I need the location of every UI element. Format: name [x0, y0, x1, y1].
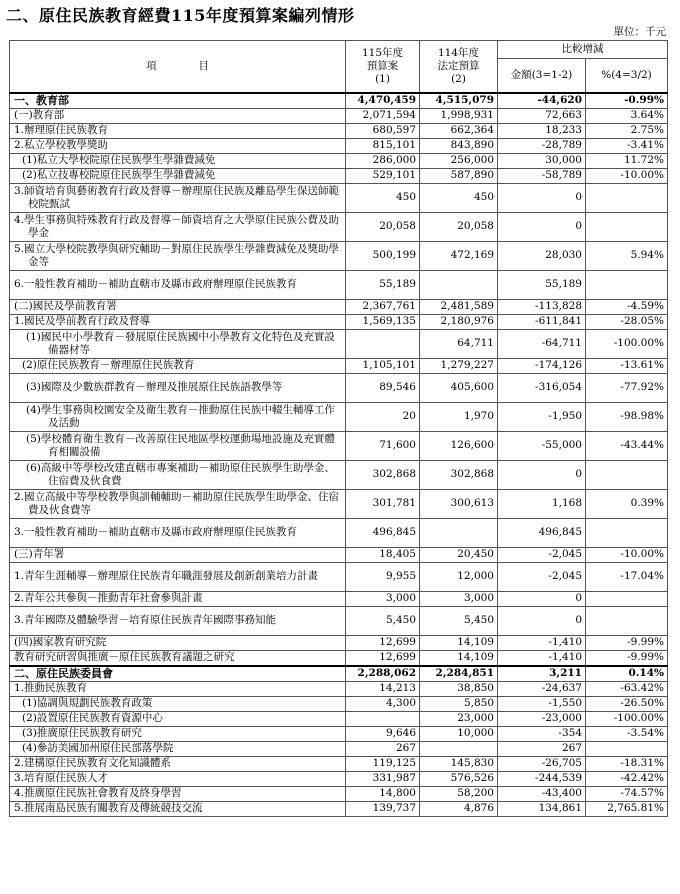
row-item	[10, 108, 346, 123]
row-item-label: (1)私立大學校院原住民族學生學雜費減免	[22, 154, 216, 166]
row-diff-amount: -23,000	[498, 711, 586, 726]
row-value-115: 4,300	[346, 696, 420, 711]
row-diff-percent: -10.00%	[586, 547, 668, 562]
row-diff-percent: -43.44%	[586, 431, 668, 460]
header-item: 項 目	[10, 41, 346, 93]
row-value-114: 23,000	[420, 711, 498, 726]
row-diff-percent: 3.64%	[586, 108, 668, 123]
row-diff-amount: -58,789	[498, 168, 586, 183]
row-value-114: 472,169	[420, 241, 498, 270]
table-row	[10, 153, 668, 168]
row-diff-percent	[586, 212, 668, 241]
table-row	[10, 696, 668, 711]
row-item-label: (1)協調與規劃民族教育政策	[22, 697, 153, 709]
row-value-114: 14,109	[420, 650, 498, 666]
table-row	[10, 726, 668, 741]
row-item-label: 3.師資培育與藝術教育行政及督導－辦理原住民族及離島學生保送師範校院甄試	[14, 184, 340, 210]
row-value-115: 20,058	[346, 212, 420, 241]
header-amount: 金額(3=1-2)	[498, 59, 586, 93]
table-row	[10, 547, 668, 562]
row-item-label: 2.私立學校教學獎助	[14, 139, 109, 151]
row-item-label: 3.青年國際及體驗學習－培育原住民族青年國際事務知能	[14, 614, 277, 626]
table-row	[10, 168, 668, 183]
row-diff-percent: 2.75%	[586, 123, 668, 138]
row-diff-amount: -1,410	[498, 635, 586, 650]
row-diff-amount: -28,789	[498, 138, 586, 153]
row-item-label: 5.國立大學校院教學與研究輔助－對原住民族學生學雜費減免及獎助學金等	[14, 242, 340, 268]
row-value-114: 2,180,976	[420, 314, 498, 329]
row-value-114: 12,000	[420, 562, 498, 591]
table-body	[10, 93, 668, 817]
row-item	[10, 358, 346, 373]
table-row	[10, 270, 668, 299]
row-item-label: 6.一般性教育補助－補助直轄市及縣市政府辦理原住民族教育	[14, 278, 298, 290]
row-item	[10, 212, 346, 241]
row-item-label: (3)推廣原住民族教育研究	[22, 727, 142, 739]
row-diff-amount: 267	[498, 741, 586, 756]
row-item	[10, 666, 346, 682]
row-value-115: 119,125	[346, 756, 420, 771]
row-diff-percent	[586, 460, 668, 489]
table-row	[10, 518, 668, 547]
row-diff-percent: -10.00%	[586, 168, 668, 183]
row-value-114: 2,284,851	[420, 666, 498, 682]
row-diff-percent: -28.05%	[586, 314, 668, 329]
row-item-label: 一、教育部	[14, 94, 69, 107]
table-row	[10, 771, 668, 786]
row-diff-amount: -55,000	[498, 431, 586, 460]
row-diff-amount: 0	[498, 212, 586, 241]
row-value-114: 5,450	[420, 606, 498, 635]
table-row	[10, 741, 668, 756]
row-diff-amount: 496,845	[498, 518, 586, 547]
row-value-114: 587,890	[420, 168, 498, 183]
header-compare: 比較增減	[498, 41, 668, 59]
row-item	[10, 741, 346, 756]
table-row	[10, 786, 668, 801]
row-value-114: 145,830	[420, 756, 498, 771]
row-value-115: 267	[346, 741, 420, 756]
row-diff-amount: -44,620	[498, 93, 586, 109]
row-value-115: 2,367,761	[346, 299, 420, 314]
row-diff-percent	[586, 183, 668, 212]
row-value-115: 3,000	[346, 591, 420, 606]
row-item-label: 1.國民及學前教育行政及督導	[14, 315, 151, 327]
row-value-114: 4,515,079	[420, 93, 498, 109]
row-value-114: 302,868	[420, 460, 498, 489]
row-diff-percent	[586, 606, 668, 635]
row-value-114: 10,000	[420, 726, 498, 741]
row-value-114: 64,711	[420, 329, 498, 358]
row-diff-amount: -2,045	[498, 547, 586, 562]
row-value-114: 843,890	[420, 138, 498, 153]
row-diff-percent: -4.59%	[586, 299, 668, 314]
row-item	[10, 402, 346, 431]
row-item-label: (一)教育部	[14, 109, 65, 121]
row-diff-percent: -17.04%	[586, 562, 668, 591]
row-value-114: 662,364	[420, 123, 498, 138]
row-value-115: 71,600	[346, 431, 420, 460]
row-value-114	[420, 518, 498, 547]
row-item	[10, 681, 346, 696]
row-diff-percent: -18.31%	[586, 756, 668, 771]
row-diff-amount: -611,841	[498, 314, 586, 329]
row-diff-amount: -174,126	[498, 358, 586, 373]
row-value-115: 496,845	[346, 518, 420, 547]
row-item-label: 5.推展南島民族有關教育及傳統競技交流	[14, 802, 203, 814]
row-diff-amount: -113,828	[498, 299, 586, 314]
row-item-label: 二、原住民族委員會	[14, 667, 113, 680]
row-item-label: (4)參訪美國加州原住民部落學院	[22, 742, 174, 754]
row-diff-percent: -3.54%	[586, 726, 668, 741]
row-item-label: 1.辦理原住民族教育	[14, 124, 109, 136]
row-diff-amount: -2,045	[498, 562, 586, 591]
row-item	[10, 801, 346, 816]
table-row	[10, 299, 668, 314]
row-value-115: 55,189	[346, 270, 420, 299]
row-value-115: 14,800	[346, 786, 420, 801]
row-item	[10, 329, 346, 358]
row-diff-percent: -74.57%	[586, 786, 668, 801]
table-row	[10, 241, 668, 270]
row-value-114: 3,000	[420, 591, 498, 606]
row-value-114: 20,058	[420, 212, 498, 241]
row-diff-amount: 72,663	[498, 108, 586, 123]
table-row	[10, 373, 668, 402]
row-diff-amount: -43,400	[498, 786, 586, 801]
row-item-label: 4.學生事務與特殊教育行政及督導－師資培育之大學原住民族公費及助學金	[14, 213, 340, 239]
row-diff-percent: -77.92%	[586, 373, 668, 402]
row-item-label: 2.國立高級中等學校教學與訓輔輔助－補助原住民族學生助學金、住宿費及伙食費等	[14, 490, 340, 516]
row-value-115: 18,405	[346, 547, 420, 562]
row-diff-amount: -1,410	[498, 650, 586, 666]
unit-label: 單位：千元	[613, 26, 666, 38]
row-diff-amount: -244,539	[498, 771, 586, 786]
row-item-label: 3.一般性教育補助－補助直轄市及縣市政府辦理原住民族教育	[14, 526, 298, 538]
row-diff-percent: -3.41%	[586, 138, 668, 153]
row-value-114: 300,613	[420, 489, 498, 518]
row-item	[10, 726, 346, 741]
row-diff-amount: -354	[498, 726, 586, 741]
row-item	[10, 756, 346, 771]
row-value-115: 529,101	[346, 168, 420, 183]
row-diff-percent	[586, 591, 668, 606]
header-percent: %(4=3/2)	[586, 59, 668, 93]
row-value-115: 12,699	[346, 635, 420, 650]
row-diff-percent: 0.14%	[586, 666, 668, 682]
row-diff-amount: -26,705	[498, 756, 586, 771]
row-item	[10, 606, 346, 635]
table-row	[10, 138, 668, 153]
row-diff-percent: -100.00%	[586, 711, 668, 726]
table-row	[10, 402, 668, 431]
row-diff-percent: -63.42%	[586, 681, 668, 696]
row-diff-amount: -1,950	[498, 402, 586, 431]
row-diff-percent: -9.99%	[586, 635, 668, 650]
row-value-114: 1,998,931	[420, 108, 498, 123]
row-diff-percent: -100.00%	[586, 329, 668, 358]
row-value-115: 1,105,101	[346, 358, 420, 373]
row-item	[10, 153, 346, 168]
table-row	[10, 431, 668, 460]
row-diff-amount: 3,211	[498, 666, 586, 682]
table-row	[10, 358, 668, 373]
row-item	[10, 650, 346, 666]
row-value-115: 12,699	[346, 650, 420, 666]
row-diff-percent: -42.42%	[586, 771, 668, 786]
row-item-label: 1.青年生涯輔導－辦理原住民族青年職涯發展及創新創業培力計畫	[14, 570, 319, 582]
row-value-115: 139,737	[346, 801, 420, 816]
row-diff-percent	[586, 270, 668, 299]
row-item-label: (6)高級中等學校改建直轄市專案補助－補助原住民族學生助學金、住宿費及伙食費	[26, 461, 335, 487]
row-diff-amount: -24,637	[498, 681, 586, 696]
table-row	[10, 635, 668, 650]
table-row	[10, 681, 668, 696]
row-item-label: 4.推廣原住民族社會教育及終身學習	[14, 787, 182, 799]
row-value-114: 2,481,589	[420, 299, 498, 314]
row-item	[10, 299, 346, 314]
row-item	[10, 547, 346, 562]
row-item-label: (5)學校體育衛生教育－改善原住民地區學校運動場地設施及充實體育相關設備	[26, 432, 335, 458]
row-item	[10, 431, 346, 460]
row-value-115: 680,597	[346, 123, 420, 138]
row-value-114: 576,526	[420, 771, 498, 786]
row-item-label: (2)設置原住民族教育資源中心	[22, 712, 163, 724]
row-item-label: 2.建構原住民族教育文化知識體系	[14, 757, 172, 769]
table-row	[10, 711, 668, 726]
row-item	[10, 460, 346, 489]
page-title: 二、原住民族教育經費115年度預算案編列情形	[6, 6, 355, 25]
row-item-label: 2.青年公共參與－推動青年社會參與計畫	[14, 592, 203, 604]
header-114: 114年度 法定預算 (2)	[420, 41, 498, 93]
row-item	[10, 183, 346, 212]
row-diff-percent: 0.39%	[586, 489, 668, 518]
row-diff-amount: -1,550	[498, 696, 586, 711]
row-diff-amount: 30,000	[498, 153, 586, 168]
table-row	[10, 756, 668, 771]
row-item-label: (二)國民及學前教育署	[14, 300, 117, 312]
table-row	[10, 650, 668, 666]
row-item	[10, 635, 346, 650]
row-value-114	[420, 741, 498, 756]
row-diff-percent: 5.94%	[586, 241, 668, 270]
row-diff-amount: -64,711	[498, 329, 586, 358]
row-item	[10, 562, 346, 591]
row-item-label: (四)國家教育研究院	[14, 636, 107, 648]
table-row	[10, 801, 668, 816]
row-item-label: 3.培育原住民族人才	[14, 772, 109, 784]
row-diff-amount: 0	[498, 606, 586, 635]
row-item-label: (3)國際及少數族群教育－辦理及推展原住民族語教學等	[26, 381, 283, 393]
table-row	[10, 562, 668, 591]
row-diff-percent: 2,765.81%	[586, 801, 668, 816]
row-item-label: (4)學生事務與校園安全及衛生教育－推動原住民族中輟生輔導工作及活動	[26, 403, 335, 429]
row-item	[10, 786, 346, 801]
row-item	[10, 696, 346, 711]
row-diff-amount: 0	[498, 460, 586, 489]
row-diff-amount: 18,233	[498, 123, 586, 138]
row-item	[10, 123, 346, 138]
table-row	[10, 606, 668, 635]
row-value-114: 1,279,227	[420, 358, 498, 373]
row-value-115: 286,000	[346, 153, 420, 168]
table-row	[10, 489, 668, 518]
table-row	[10, 212, 668, 241]
row-diff-amount: 55,189	[498, 270, 586, 299]
row-value-114: 126,600	[420, 431, 498, 460]
row-value-115: 1,569,135	[346, 314, 420, 329]
row-item	[10, 591, 346, 606]
row-value-114: 20,450	[420, 547, 498, 562]
table-row	[10, 329, 668, 358]
row-diff-amount: -316,054	[498, 373, 586, 402]
row-value-115: 2,071,594	[346, 108, 420, 123]
table-row	[10, 123, 668, 138]
header-115: 115年度 預算案 (1)	[346, 41, 420, 93]
row-value-114: 14,109	[420, 635, 498, 650]
row-diff-percent: -9.99%	[586, 650, 668, 666]
row-value-114: 405,600	[420, 373, 498, 402]
row-value-114: 450	[420, 183, 498, 212]
row-value-114: 256,000	[420, 153, 498, 168]
row-value-114: 58,200	[420, 786, 498, 801]
row-value-115: 9,955	[346, 562, 420, 591]
row-diff-percent: 11.72%	[586, 153, 668, 168]
row-value-115: 20	[346, 402, 420, 431]
row-value-115	[346, 711, 420, 726]
row-item	[10, 138, 346, 153]
row-item-label: (1)國民中小學教育－發展原住民族國中小學教育文化特色及充實設備器材等	[26, 330, 335, 356]
row-diff-percent	[586, 518, 668, 547]
row-value-115: 450	[346, 183, 420, 212]
row-value-115: 302,868	[346, 460, 420, 489]
table-row	[10, 93, 668, 109]
row-value-114: 38,850	[420, 681, 498, 696]
row-diff-amount: 134,861	[498, 801, 586, 816]
row-diff-percent: -98.98%	[586, 402, 668, 431]
row-item	[10, 771, 346, 786]
row-diff-percent: -13.61%	[586, 358, 668, 373]
row-item	[10, 373, 346, 402]
row-item-label: (三)青年署	[14, 548, 65, 560]
row-item-label: (2)原住民族教育－辦理原住民族教育	[22, 359, 195, 371]
row-value-115: 2,288,062	[346, 666, 420, 682]
table-row	[10, 108, 668, 123]
row-diff-amount: 28,030	[498, 241, 586, 270]
table-row	[10, 666, 668, 682]
budget-table	[9, 40, 668, 817]
row-diff-amount: 0	[498, 183, 586, 212]
table-row	[10, 460, 668, 489]
table-row	[10, 591, 668, 606]
table-row	[10, 183, 668, 212]
row-diff-amount: 1,168	[498, 489, 586, 518]
table-row	[10, 314, 668, 329]
row-item	[10, 270, 346, 299]
row-item-label: 1.推動民族教育	[14, 682, 88, 694]
row-value-115: 500,199	[346, 241, 420, 270]
row-item	[10, 489, 346, 518]
row-item	[10, 518, 346, 547]
row-item	[10, 711, 346, 726]
row-value-115: 9,646	[346, 726, 420, 741]
row-value-115: 14,213	[346, 681, 420, 696]
row-item-label: 教育研究研習與推廣－原住民族教育議題之研究	[14, 651, 235, 663]
row-value-115: 331,987	[346, 771, 420, 786]
row-diff-percent: -26.50%	[586, 696, 668, 711]
row-value-114: 1,970	[420, 402, 498, 431]
row-item	[10, 93, 346, 109]
row-value-115: 4,470,459	[346, 93, 420, 109]
row-value-114: 5,850	[420, 696, 498, 711]
row-diff-amount: 0	[498, 591, 586, 606]
row-item-label: (2)私立技專校院原住民族學生學雜費減免	[22, 169, 216, 181]
row-value-115	[346, 329, 420, 358]
row-value-115: 815,101	[346, 138, 420, 153]
row-value-115: 301,781	[346, 489, 420, 518]
row-item	[10, 314, 346, 329]
row-item	[10, 168, 346, 183]
row-diff-percent: -0.99%	[586, 93, 668, 109]
row-value-115: 89,546	[346, 373, 420, 402]
row-value-115: 5,450	[346, 606, 420, 635]
row-diff-percent	[586, 741, 668, 756]
row-value-114	[420, 270, 498, 299]
row-value-114: 4,876	[420, 801, 498, 816]
row-item	[10, 241, 346, 270]
